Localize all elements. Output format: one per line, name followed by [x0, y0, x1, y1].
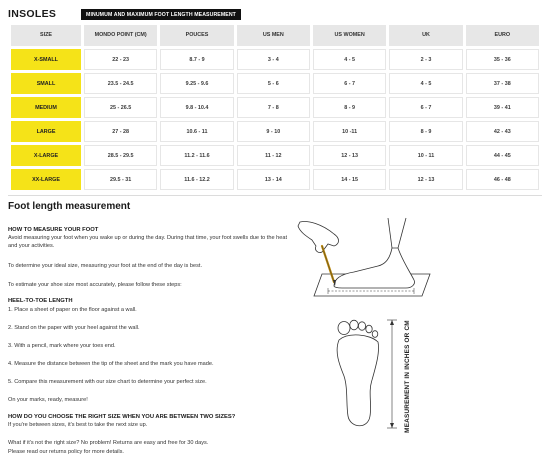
- table-cell: 13 - 14: [237, 169, 310, 190]
- step-item: 2. Stand on the paper with your heel against the wall.: [8, 325, 140, 331]
- returns-line-1: What if it's not the right size? No problem! Returns are easy and free for 30 days.: [8, 440, 209, 446]
- between-sizes-text: If you're between sizes, it's best to take the next size up.: [8, 422, 148, 428]
- ideal-size-text: To determine your ideal size, measuring your foot at the end of the day is best.: [8, 263, 203, 269]
- size-chart-table: [8, 22, 542, 193]
- how-to-measure-text: Avoid measuring your foot when you wake up or during the day. During that time, your foot swells due to the heat and your activities.: [8, 235, 288, 249]
- header-size: SIZE: [11, 25, 81, 46]
- estimate-text: To estimate your shoe size most accurately, please follow these steps:: [8, 282, 182, 288]
- table-row: [11, 121, 539, 142]
- table-cell: 28.5 - 29.5: [84, 145, 157, 166]
- table-cell: 42 - 43: [466, 121, 539, 142]
- hand-pencil-icon: [298, 222, 339, 287]
- size-label: MEDIUM: [11, 97, 81, 118]
- table-cell: 10 -11: [313, 121, 386, 142]
- table-cell: 37 - 38: [466, 73, 539, 94]
- header-us-men: US MEN: [237, 25, 310, 46]
- table-cell: 14 - 15: [313, 169, 386, 190]
- table-cell: 4 - 5: [389, 73, 462, 94]
- step-item: 5. Compare this measurement with our size chart to determine your perfect size.: [8, 379, 207, 385]
- table-cell: 8 - 9: [313, 97, 386, 118]
- table-cell: 22 - 23: [84, 49, 157, 70]
- ready-text: On your marks, ready, measure!: [8, 397, 88, 403]
- table-cell: 39 - 41: [466, 97, 539, 118]
- foot-profile: [334, 248, 415, 288]
- table-cell: 10 - 11: [389, 145, 462, 166]
- table-row: [11, 49, 539, 70]
- table-cell: 6 - 7: [389, 97, 462, 118]
- header-pouces: POUCES: [160, 25, 233, 46]
- size-label: X-SMALL: [11, 49, 81, 70]
- table-cell: 29.5 - 31: [84, 169, 157, 190]
- foot-sole-illustration: [330, 318, 406, 434]
- header-us-women: US WOMEN: [313, 25, 386, 46]
- table-cell: 25 - 26.5: [84, 97, 157, 118]
- table-cell: 27 - 28: [84, 121, 157, 142]
- step-item: 1. Place a sheet of paper on the floor against a wall.: [8, 307, 137, 313]
- heel-to-toe-heading: HEEL-TO-TOE LENGTH: [8, 298, 73, 304]
- foot-measure-illustration: [282, 214, 432, 310]
- section-divider: [8, 195, 542, 196]
- table-cell: 12 - 13: [313, 145, 386, 166]
- table-cell: 11 - 12: [237, 145, 310, 166]
- insoles-title: INSOLES: [8, 8, 57, 20]
- foot-length-title: Foot length measurement: [8, 201, 131, 212]
- table-cell: 11.2 - 11.6: [160, 145, 233, 166]
- table-row: [11, 169, 539, 190]
- table-row: [11, 97, 539, 118]
- table-cell: 4 - 5: [313, 49, 386, 70]
- between-sizes-heading: HOW DO YOU CHOOSE THE RIGHT SIZE WHEN YOU ARE BETWEEN TWO SIZES?: [8, 414, 236, 420]
- table-cell: 6 - 7: [313, 73, 386, 94]
- table-cell: 3 - 4: [237, 49, 310, 70]
- table-cell: 5 - 6: [237, 73, 310, 94]
- table-cell: 46 - 48: [466, 169, 539, 190]
- table-cell: 10.6 - 11: [160, 121, 233, 142]
- table-cell: 8.7 - 9: [160, 49, 233, 70]
- table-cell: 11.6 - 12.2: [160, 169, 233, 190]
- table-row: [11, 73, 539, 94]
- returns-line-2: Please read our returns policy for more details.: [8, 449, 124, 455]
- table-cell: 35 - 36: [466, 49, 539, 70]
- table-cell: 9.25 - 9.6: [160, 73, 233, 94]
- table-cell: 44 - 45: [466, 145, 539, 166]
- table-cell: 7 - 8: [237, 97, 310, 118]
- table-cell: 23.5 - 24.5: [84, 73, 157, 94]
- table-cell: 8 - 9: [389, 121, 462, 142]
- table-cell: 9.8 - 10.4: [160, 97, 233, 118]
- step-item: 4. Measure the distance between the tip of the sheet and the mark you have made.: [8, 361, 214, 367]
- measurement-label: [402, 319, 412, 433]
- header-uk: UK: [389, 25, 462, 46]
- how-to-measure-heading: HOW TO MEASURE YOUR FOOT: [8, 227, 99, 233]
- table-row: [11, 145, 539, 166]
- header-euro: EURO: [466, 25, 539, 46]
- header-mondopoint: MONDO POINT (CM): [84, 25, 157, 46]
- size-label: X-LARGE: [11, 145, 81, 166]
- measurement-banner: MINUMUM AND MAXIMUM FOOT LENGTH MEASUREMENT: [81, 9, 241, 20]
- table-header-row: [11, 25, 539, 46]
- table-cell: 2 - 3: [389, 49, 462, 70]
- foot-sole: [337, 335, 378, 426]
- measurement-label-text: MEASUREMENT IN INCHES OR CM: [403, 319, 411, 433]
- table-cell: 12 - 13: [389, 169, 462, 190]
- size-label: LARGE: [11, 121, 81, 142]
- size-label: XX-LARGE: [11, 169, 81, 190]
- size-label: SMALL: [11, 73, 81, 94]
- table-cell: 9 - 10: [237, 121, 310, 142]
- step-item: 3. With a pencil, mark where your toes end.: [8, 343, 116, 349]
